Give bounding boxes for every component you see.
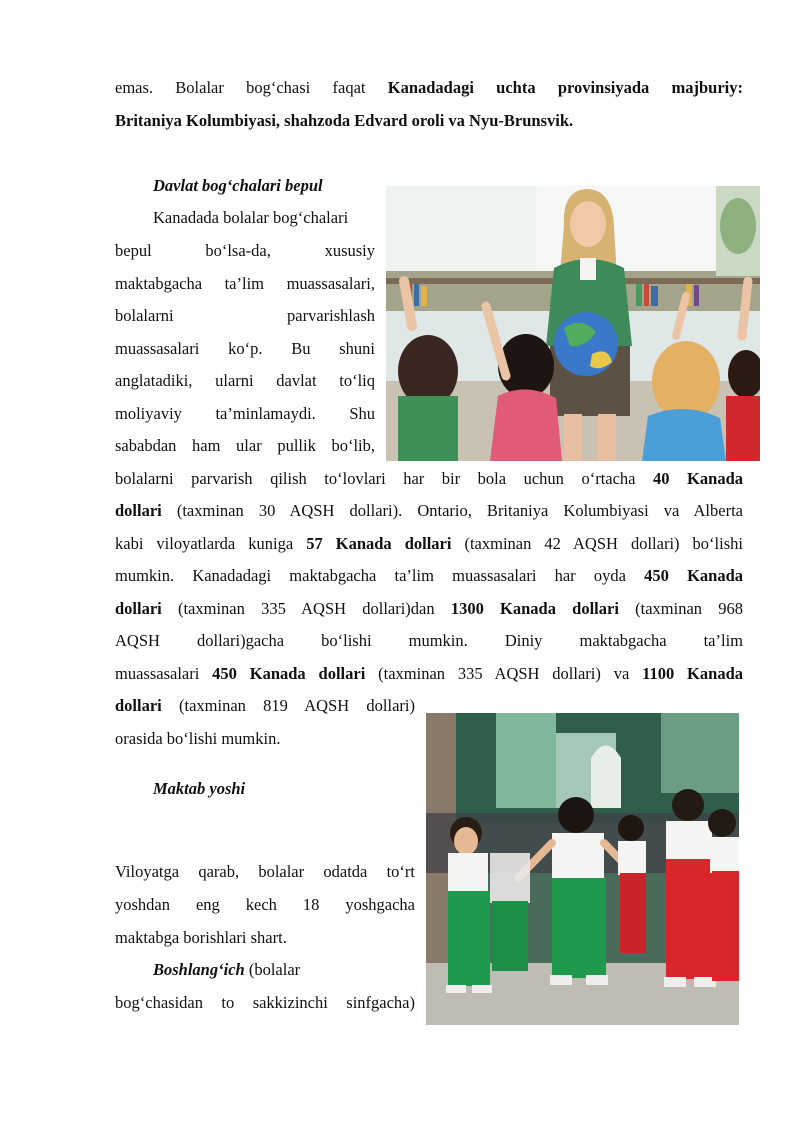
section1-full-line-6: AQSH dollari)gacha bo‘lishi mumkin. Diniy maktabgacha ta’lim	[115, 631, 743, 650]
section1-line-1: Kanadada bolalar bog‘chalari	[153, 208, 349, 227]
section1-full-line-9: orasida bo‘lishi mumkin.	[115, 729, 281, 748]
school-children-photo-illustration	[426, 713, 739, 1025]
section2-line-1: Viloyatga qarab, bolalar odatda to‘rt	[115, 862, 415, 881]
section1-line-8: sababdan ham ular pullik bo‘lib,	[115, 436, 375, 455]
section1-full-line-3: kabi viloyatlarda kuniga 57 Kanada dollari (taxminan 42 AQSH dollari) bo‘lishi	[115, 534, 743, 553]
section1-line-7: moliyaviy ta’minlamaydi. Shu	[115, 404, 375, 423]
school-children-uniform-photo	[426, 713, 739, 1025]
section2-line-2: yoshdan eng kech 18 yoshgacha	[115, 895, 415, 914]
classroom-photo-illustration	[386, 186, 760, 461]
section1-heading: Davlat bog‘chalari bepul	[153, 176, 323, 195]
section2-line-3: maktabga borishlari shart.	[115, 928, 287, 947]
section1-full-line-7: muassasalari 450 Kanada dollari (taxminan 335 AQSH dollari) va 1100 Kanada	[115, 664, 743, 683]
section1-line-5: muassasalari ko‘p. Bu shuni	[115, 339, 375, 358]
section1-line-6: anglatadiki, ularni davlat to‘liq	[115, 371, 375, 390]
section2-last-line: bog‘chasidan to sakkizinchi sinfgacha)	[115, 993, 415, 1012]
section1-full-line-1: bolalarni parvarish qilish to‘lovlari har bir bola uchun o‘rtacha 40 Kanada	[115, 469, 743, 488]
intro-line-1: emas. Bolalar bog‘chasi faqat Kanadadagi uchta provinsiyada majburiy:	[115, 78, 743, 97]
section1-full-line-5: dollari (taxminan 335 AQSH dollari)dan 1300 Kanada dollari (taxminan 968	[115, 599, 743, 618]
section2-heading: Maktab yoshi	[153, 779, 246, 798]
section1-full-line-8: dollari (taxminan 819 AQSH dollari)	[115, 696, 415, 715]
section1-line-2: bepul bo‘lsa-da, xususiy	[115, 241, 375, 260]
section2-subheading: Boshlang‘ich (bolalar	[153, 960, 301, 979]
section1-line-3: maktabgacha ta’lim muassasalari,	[115, 274, 375, 293]
section1-full-line-4: mumkin. Kanadadagi maktabgacha ta’lim muassasalari har oyda 450 Kanada	[115, 566, 743, 585]
intro-line-2: Britaniya Kolumbiyasi, shahzoda Edvard oroli va Nyu-Brunsvik.	[115, 111, 574, 130]
section1-full-line-2: dollari (taxminan 30 AQSH dollari). Ontario, Britaniya Kolumbiyasi va Alberta	[115, 501, 743, 520]
classroom-teacher-globe-photo	[386, 186, 760, 461]
section1-line-4: bolalarni parvarishlash	[115, 306, 375, 325]
